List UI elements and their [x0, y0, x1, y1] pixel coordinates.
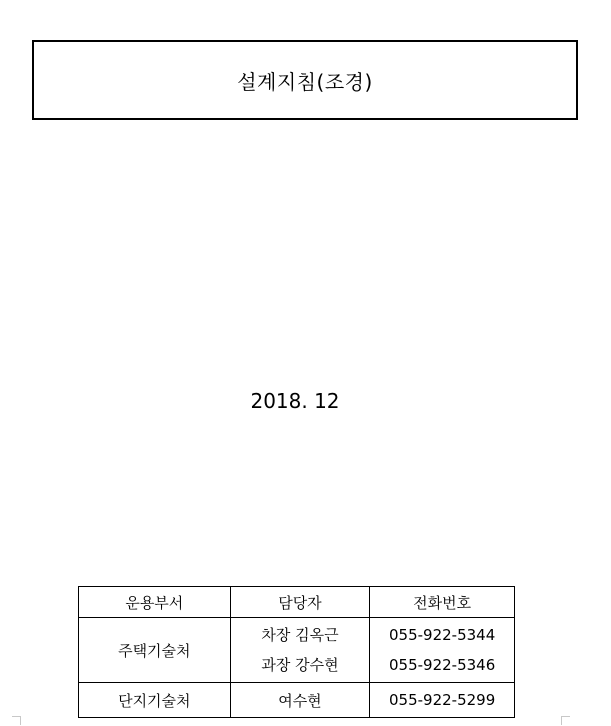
- page-corner-mark: [561, 716, 570, 725]
- table-row: [79, 683, 515, 718]
- title-box: [32, 40, 578, 120]
- phone-cell: [370, 618, 515, 683]
- person-cell: 여수현: [230, 683, 370, 718]
- department-cell: 주택기술처: [79, 618, 231, 683]
- person-cell: [230, 618, 370, 683]
- document-date: 2018. 12: [250, 389, 340, 413]
- header-department: 운용부서: [79, 587, 231, 618]
- person-name: 차장 김옥근: [261, 626, 339, 644]
- person-name: 과장 강수현: [261, 656, 339, 674]
- table-row: [79, 618, 515, 683]
- contact-table: [78, 586, 515, 718]
- document-title: 설계지침(조경): [237, 69, 373, 94]
- header-phone: 전화번호: [370, 587, 515, 618]
- header-person: 담당자: [230, 587, 370, 618]
- table-header-row: [79, 587, 515, 618]
- department-cell: 단지기술처: [79, 683, 231, 718]
- phone-cell: 055-922-5299: [370, 683, 515, 718]
- phone-number: 055-922-5344: [389, 626, 496, 644]
- phone-number: 055-922-5346: [389, 656, 496, 674]
- page-corner-mark: [12, 716, 21, 725]
